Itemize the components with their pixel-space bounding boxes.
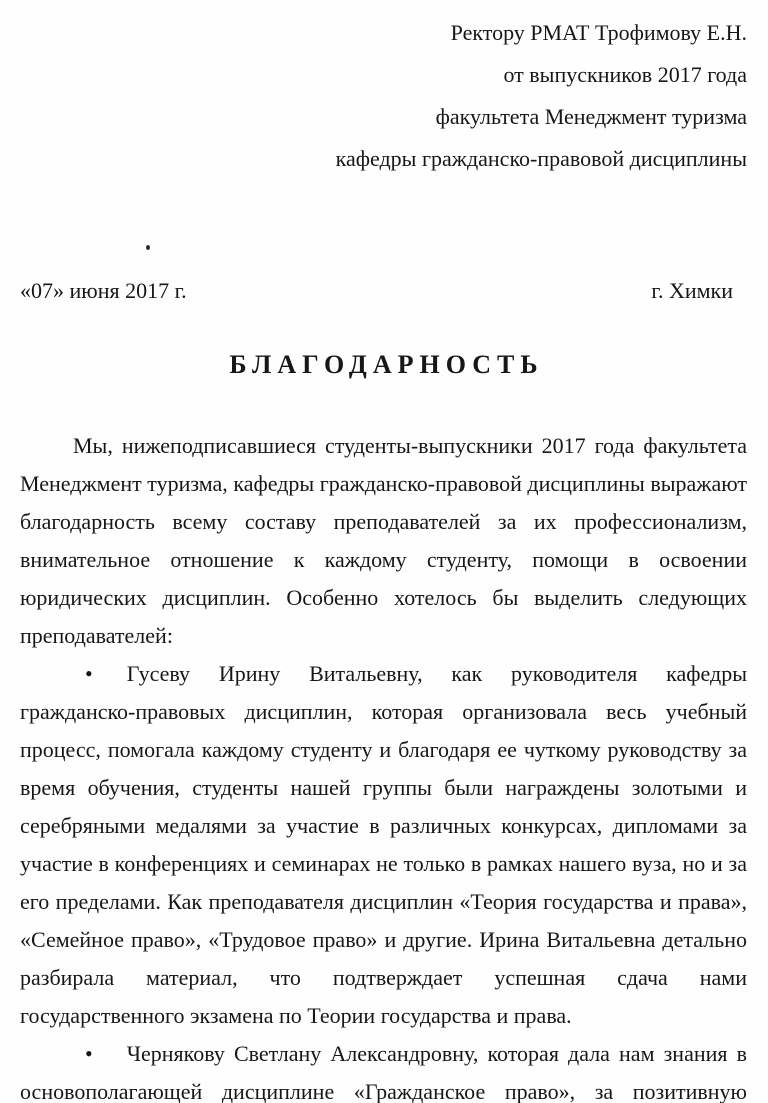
header-line: кафедры гражданско-правовой дисциплины [335, 146, 747, 171]
dateline [20, 276, 747, 306]
text-line: разбирала материал, что подтверждает успешная сдача нами [20, 965, 747, 990]
text-line: внимательное отношение к каждому студенту, помощи в освоении [20, 547, 747, 572]
header-line: Ректору РМАТ Трофимову Е.Н. [450, 20, 747, 45]
text-line: серебряными медалями за участие в различных конкурсах, дипломами за [20, 813, 747, 838]
line-text: Чернякову Светлану Александровну, которая дала нам знания в [126, 1041, 747, 1066]
paragraph-intro [20, 427, 747, 655]
text-line: государственного экзамена по Теории государства и права. [20, 1003, 572, 1028]
bullet-icon: • [85, 661, 93, 686]
text-line: «Семейное право», «Трудовое право» и другие. Ирина Витальевна детально [20, 927, 747, 952]
text-line [20, 655, 747, 693]
paragraph-bullet-chernyakova [20, 1035, 747, 1103]
city-text: г. Химки [651, 278, 733, 303]
paragraph-bullet-guseva [20, 655, 747, 1035]
text-line: основополагающей дисциплине «Гражданское право», за позитивную [20, 1079, 747, 1103]
line-text: Гусеву Ирину Витальевну, как руководителя кафедры [126, 661, 747, 686]
text-line: процесс, помогала каждому студенту и благодаря ее чуткому руководству за [20, 737, 747, 762]
text-line: благодарность всему составу преподавателей за их профессионализм, [20, 509, 747, 534]
letter-header [20, 0, 747, 180]
text-line: юридических дисциплин. Особенно хотелось бы выделить следующих [20, 585, 747, 610]
bullet-icon: • [85, 1041, 93, 1066]
text-line: время обучения, студенты нашей группы были награждены золотыми и [20, 775, 747, 800]
text-line [20, 1035, 747, 1073]
header-line: факультета Менеджмент туризма [435, 104, 747, 129]
document-title: БЛАГОДАРНОСТЬ [229, 350, 544, 379]
text-line: преподавателей: [20, 623, 173, 648]
text-line: участие в конференциях и семинарах не только в рамках нашего вуза, но и за [20, 851, 747, 876]
document-body [20, 427, 747, 1103]
text-line: его пределами. Как преподавателя дисциплин «Теория государства и права», [20, 889, 747, 914]
date-text: «07» июня 2017 г. [20, 278, 187, 303]
header-line: от выпускников 2017 года [503, 62, 747, 87]
text-line: Менеджмент туризма, кафедры гражданско-правовой дисциплины выражают [20, 471, 747, 496]
text-line: Мы, нижеподписавшиеся студенты-выпускники 2017 года факультета [73, 433, 747, 458]
text-line: гражданско-правовых дисциплин, которая организовала весь учебный [20, 699, 747, 724]
scan-artifact-dot [146, 245, 150, 250]
